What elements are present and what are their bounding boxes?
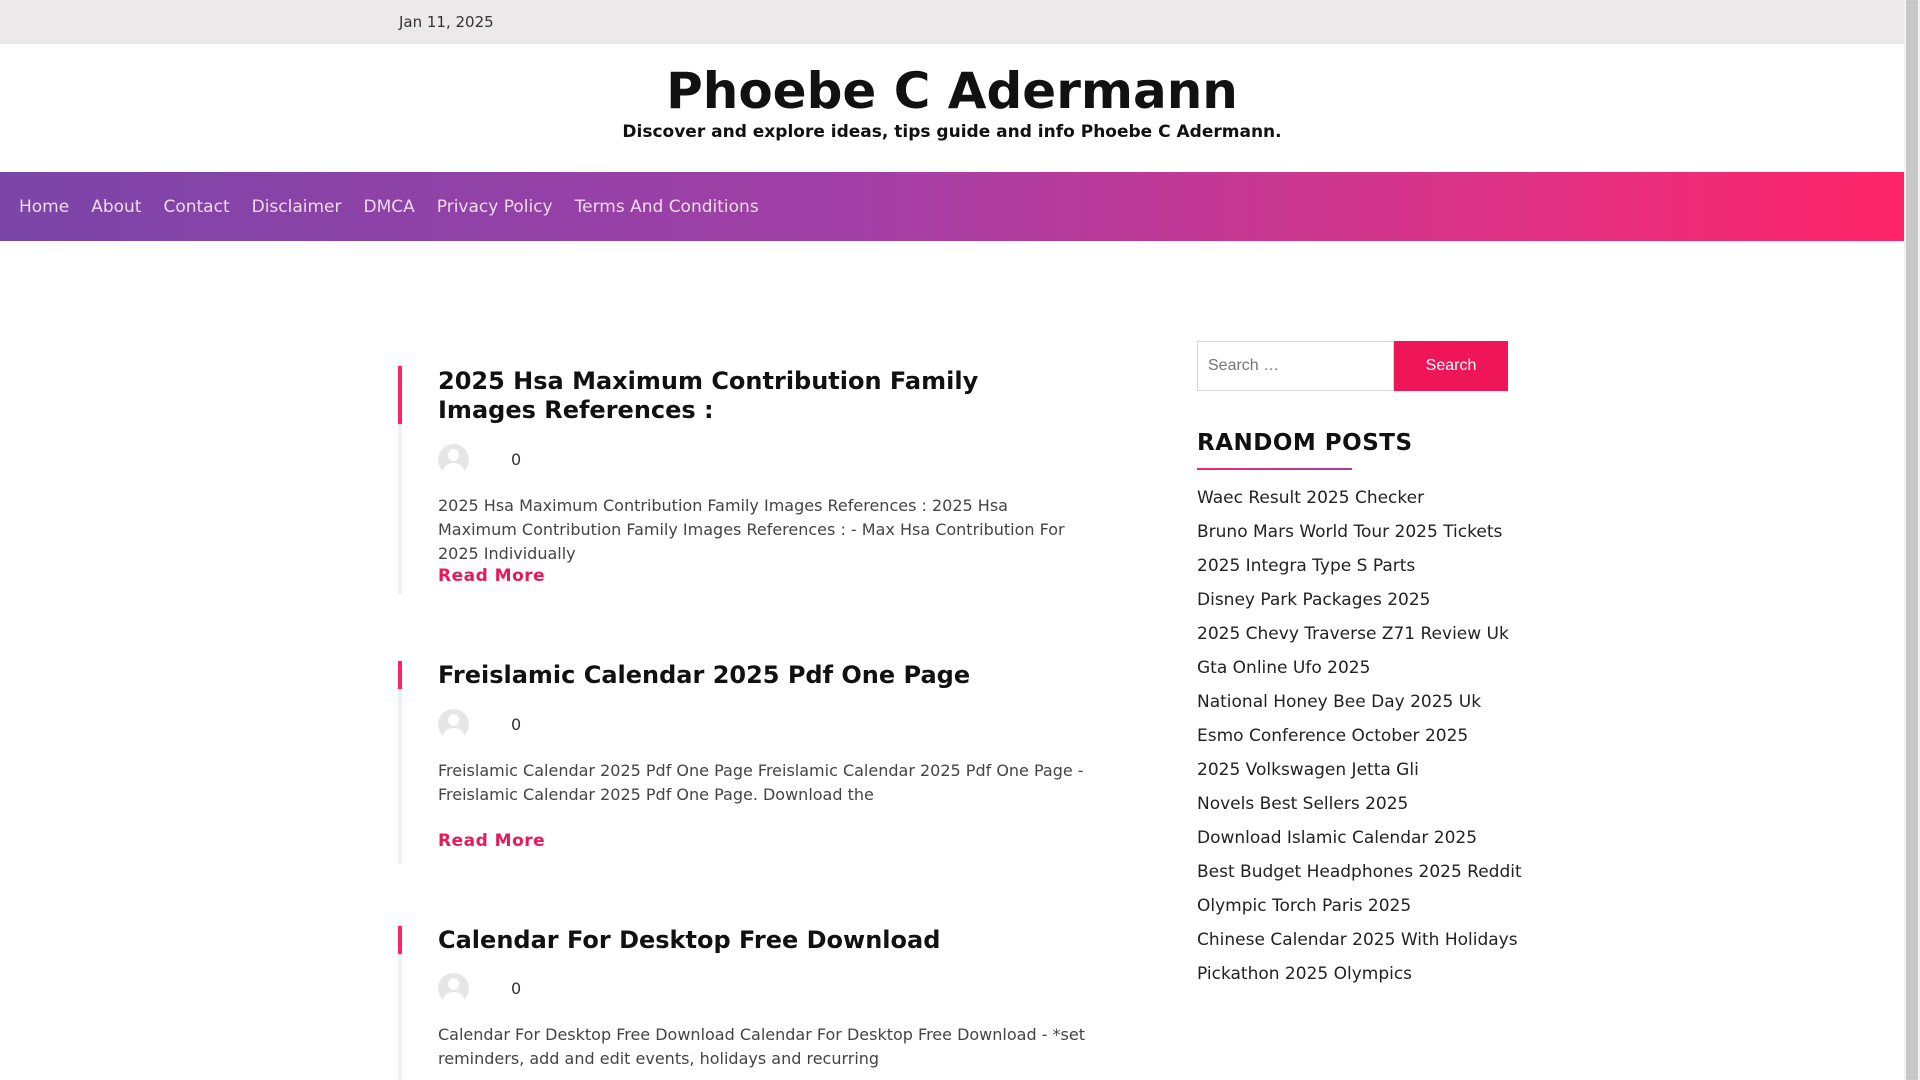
heading-underline xyxy=(1197,468,1352,470)
site-header xyxy=(0,44,1904,172)
author-avatar[interactable] xyxy=(438,973,469,1004)
search-form xyxy=(1197,341,1508,391)
random-post-link[interactable]: 2025 Volkswagen Jetta Gli xyxy=(1197,760,1419,780)
nav-item-dmca[interactable]: DMCA xyxy=(363,196,415,217)
main-navigation xyxy=(0,172,1904,241)
random-post-link[interactable]: Waec Result 2025 Checker xyxy=(1197,488,1425,508)
nav-item-about[interactable]: About xyxy=(91,196,142,217)
nav-item-contact[interactable]: Contact xyxy=(163,196,230,217)
post-title[interactable]: Freislamic Calendar 2025 Pdf One Page xyxy=(438,661,971,689)
site-tagline: Discover and explore ideas, tips guide and info Phoebe C Adermann. xyxy=(622,122,1282,142)
random-post-link[interactable]: Disney Park Packages 2025 xyxy=(1197,590,1431,610)
random-post-link[interactable]: Gta Online Ufo 2025 xyxy=(1197,658,1371,678)
random-post-link[interactable]: Pickathon 2025 Olympics xyxy=(1197,964,1413,984)
random-post-link[interactable]: Esmo Conference October 2025 xyxy=(1197,726,1469,746)
nav-item-privacy-policy[interactable]: Privacy Policy xyxy=(436,196,553,217)
random-post-link[interactable]: Download Islamic Calendar 2025 xyxy=(1197,828,1478,848)
random-post-link[interactable]: 2025 Chevy Traverse Z71 Review Uk xyxy=(1197,624,1509,644)
post-excerpt: 2025 Hsa Maximum Contribution Family Images References : 2025 Hsa Maximum Contribution Family Images References : - Max Hsa Contribution For 2025 Individually xyxy=(438,496,1065,563)
scrollbar-thumb[interactable] xyxy=(1906,0,1918,1080)
post-accent-bar xyxy=(398,661,402,689)
nav-item-terms[interactable]: Terms And Conditions xyxy=(574,196,759,217)
post-card xyxy=(398,926,1098,1080)
author-avatar[interactable] xyxy=(438,444,469,475)
random-post-link[interactable]: Novels Best Sellers 2025 xyxy=(1197,794,1409,814)
current-date: Jan 11, 2025 xyxy=(399,13,494,31)
random-posts-list xyxy=(1197,484,1522,994)
post-accent-bar xyxy=(398,926,402,954)
post-meta xyxy=(438,708,521,740)
post-title[interactable]: Calendar For Desktop Free Download xyxy=(438,926,941,954)
post-title[interactable]: 2025 Hsa Maximum Contribution Family Images References : xyxy=(438,367,979,424)
post-card xyxy=(398,661,1098,864)
comment-count[interactable]: 0 xyxy=(511,449,522,469)
site-title[interactable]: Phoebe C Adermann xyxy=(666,62,1238,120)
comment-count[interactable]: 0 xyxy=(511,714,522,734)
comment-count[interactable]: 0 xyxy=(511,978,522,998)
post-excerpt: Freislamic Calendar 2025 Pdf One Page Freislamic Calendar 2025 Pdf One Page - Freislamic Calendar 2025 Pdf One Page. Download the xyxy=(438,761,1084,804)
random-post-link[interactable]: Chinese Calendar 2025 With Holidays xyxy=(1197,930,1518,950)
random-post-link[interactable]: Olympic Torch Paris 2025 xyxy=(1197,896,1412,916)
read-more-link[interactable]: Read More xyxy=(438,831,546,851)
nav-item-disclaimer[interactable]: Disclaimer xyxy=(251,196,342,217)
top-bar xyxy=(0,0,1904,44)
search-input[interactable] xyxy=(1197,341,1394,391)
read-more-link[interactable]: Read More xyxy=(438,566,546,586)
random-post-link[interactable]: Bruno Mars World Tour 2025 Tickets xyxy=(1197,522,1503,542)
post-meta xyxy=(438,443,521,475)
nav-item-home[interactable]: Home xyxy=(19,196,70,217)
random-post-link[interactable]: 2025 Integra Type S Parts xyxy=(1197,556,1416,576)
search-button[interactable]: Search xyxy=(1394,341,1508,391)
post-meta xyxy=(438,972,521,1004)
random-posts-heading: RANDOM POSTS xyxy=(1197,430,1413,456)
post-excerpt: Calendar For Desktop Free Download Calendar For Desktop Free Download - *set reminders, add and edit events, holidays and recurring xyxy=(438,1025,1085,1068)
post-card xyxy=(398,366,1098,594)
post-accent-bar xyxy=(398,366,402,424)
random-post-link[interactable]: Best Budget Headphones 2025 Reddit xyxy=(1197,862,1522,882)
page-scrollbar[interactable] xyxy=(1904,0,1920,1080)
author-avatar[interactable] xyxy=(438,709,469,740)
random-post-link[interactable]: National Honey Bee Day 2025 Uk xyxy=(1197,692,1482,712)
